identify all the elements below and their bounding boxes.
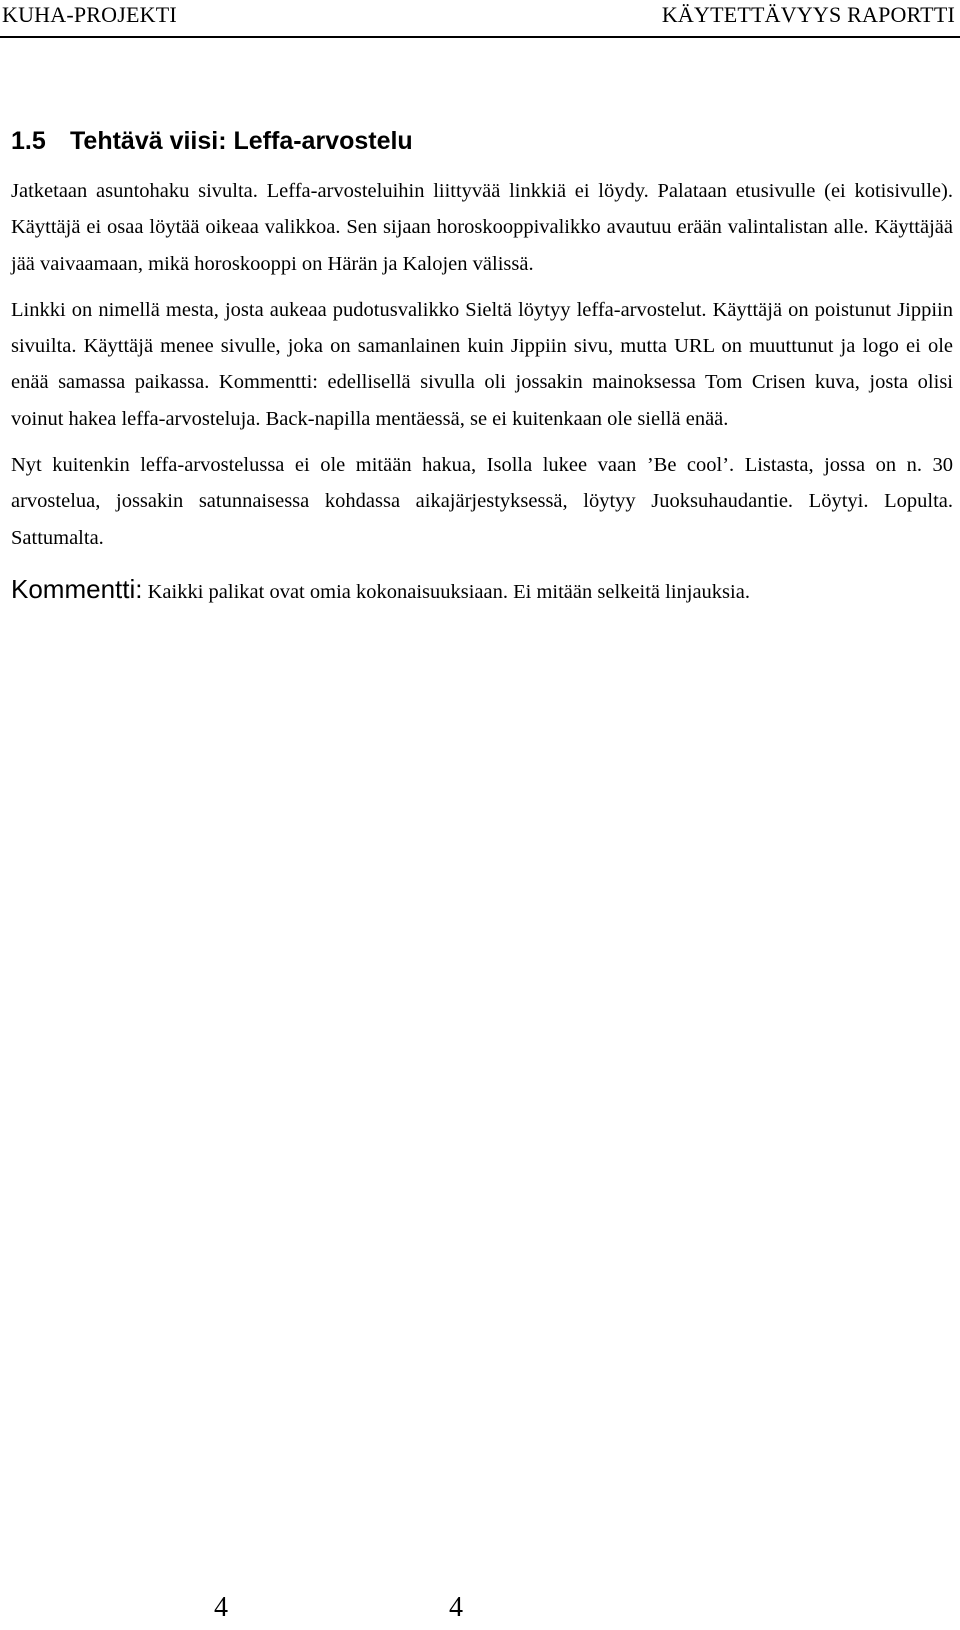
section-heading: [11, 126, 953, 156]
paragraph-1: Jatketaan asuntohaku sivulta. Leffa-arvosteluihin liittyvää linkkiä ei löydy. Palataan etusivulle (ei kotisivulle). Käyttäjä ei osaa löytää oikeaa valikkoa. Sen sijaan horoskooppivalikko avautuu erään valintalistan alle. Käyttäjää jää vaivaamaan, mikä horoskooppi on Härän ja Kalojen välissä.: [11, 180, 953, 275]
page-number-left: 4: [214, 1592, 228, 1623]
document-body: [11, 126, 953, 609]
section-number: 1.5: [11, 127, 46, 155]
paragraph-2: Linkki on nimellä mesta, josta aukeaa pudotusvalikko Sieltä löytyy leffa-arvostelut. Käyttäjä on poistunut Jippiin sivuilta. Käyttäjä menee sivulle, joka on samanlainen kuin Jippiin sivu, mutta URL on muuttunut ja logo ei ole enää samassa paikassa. Kommentti: edellisellä sivulla oli jossakin mainoksessa Tom Crisen kuva, josta olisi voinut hakea leffa-arvosteluja. Back-napilla mentäessä, se ei kuitenkaan ole siellä enää.: [11, 298, 953, 430]
header-project-name: KUHA-PROJEKTI: [2, 2, 177, 27]
page-number-right: 4: [449, 1592, 463, 1623]
section-title: Tehtävä viisi: Leffa-arvostelu: [70, 127, 413, 155]
header-report-title: KÄYTETTÄVYYS RAPORTTI: [661, 2, 955, 27]
comment-paragraph: [11, 570, 953, 609]
page-header: [0, 0, 960, 38]
paragraph-3: Nyt kuitenkin leffa-arvostelussa ei ole mitään hakua, Isolla lukee vaan ’Be cool’. Listasta, jossa on n. 30 arvostelua, jossakin satunnaisessa kohdassa aikajärjestyksessä, löytyy Juoksuhaudantie. Löytyi. Lopulta. Sattumalta.: [11, 453, 953, 549]
comment-label: Kommentti:: [11, 573, 143, 604]
comment-text: Kaikki palikat ovat omia kokonaisuuksiaan. Ei mitään selkeitä linjauksia.: [142, 580, 750, 603]
